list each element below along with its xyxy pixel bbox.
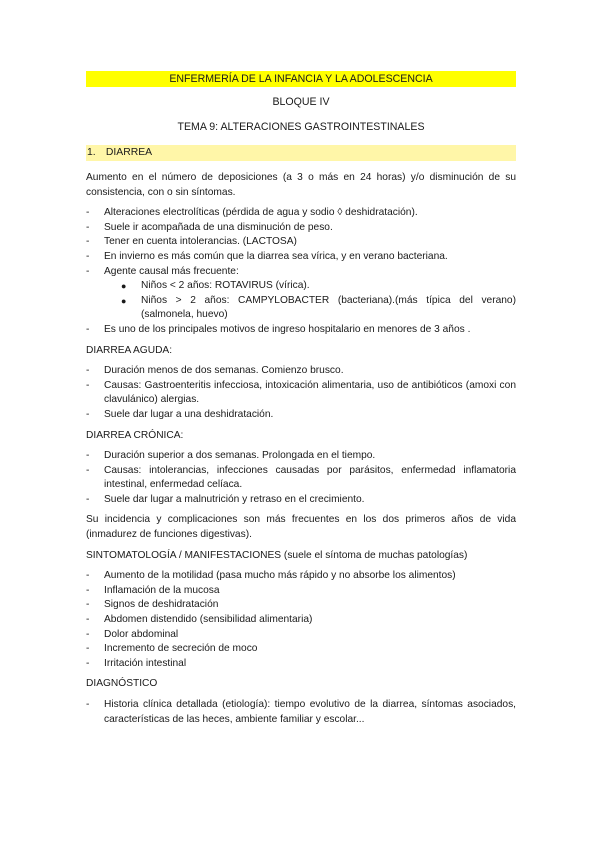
bullet-icon: ● [121,281,127,292]
list-item: - Abdomen distendido (sensibilidad alimentaria) [86,613,516,628]
list-item: - Aumento de la motilidad (pasa mucho más rápido y no absorbe los alimentos) [86,569,516,584]
acute-list [86,364,516,422]
dash-marker: - [86,450,90,462]
topic-title: TEMA 9: ALTERACIONES GASTROINTESTINALES [177,121,425,133]
dash-marker: - [86,379,90,391]
dash-marker: - [86,207,90,219]
dash-marker: - [86,699,90,710]
dash-marker: - [86,464,90,476]
section-title: DIARREA [105,147,153,158]
list-item: - Incremento de secreción de moco [86,642,516,657]
dash-marker: - [86,323,90,335]
bullet-item: ● Niños > 2 años: CAMPYLOBACTER (bacteriana).(más típica del verano) (salmonela, huevo) [121,294,516,321]
list-item: - Duración superior a dos semanas. Prolongada en el tiempo. [86,449,516,464]
dash-marker: - [86,570,90,582]
chronic-list [86,449,516,507]
list-item: - Es uno de los principales motivos de ingreso hospitalario en menores de 3 años . [86,323,516,338]
dash-marker: - [86,614,90,626]
list-item: - Suele dar lugar a malnutrición y retraso en el crecimiento. [86,493,516,508]
dash-marker: - [86,265,90,277]
list-item: - Alteraciones electrolíticas (pérdida de agua y sodio ◊ deshidratación). [86,206,516,221]
dash-marker: - [86,599,90,611]
diagnosis-list [86,698,516,727]
dash-marker: - [86,365,90,377]
list-item: - Irritación intestinal [86,657,516,672]
dash-marker: - [86,250,90,262]
block-label: BLOQUE IV [272,96,330,108]
diagnosis-heading: DIAGNÓSTICO [86,678,158,690]
document-title: ENFERMERÍA DE LA INFANCIA Y LA ADOLESCENCIA [86,71,516,87]
list-item: - Duración menos de dos semanas. Comienzo brusco. [86,364,516,379]
dash-marker: - [86,221,90,233]
section-number: 1. [87,147,96,158]
list-item: - Tener en cuenta intolerancias. (LACTOSA) [86,235,516,250]
list-item: - Dolor abdominal [86,628,516,643]
dash-marker: - [86,628,90,640]
dash-marker: - [86,408,90,420]
diarrea-definition: Aumento en el número de deposiciones (a 3 o más en 24 horas) y/o disminución de su consistencia, con o sin síntomas. [86,172,516,198]
list-item: - En invierno es más común que la diarrea sea vírica, y en verano bacteriana. [86,250,516,265]
bullet-icon: ● [121,295,127,306]
causal-agents-list [104,279,516,323]
list-item: - Suele dar lugar a una deshidratación. [86,408,516,423]
dash-marker: - [86,584,90,596]
list-item: - Signos de deshidratación [86,598,516,613]
incidence-note: Su incidencia y complicaciones son más frecuentes en los dos primeros años de vida (inmadurez de funciones digestivas). [86,514,516,541]
dash-marker: - [86,657,90,669]
section-heading-diarrea [86,145,516,161]
dash-marker: - [86,493,90,505]
symptoms-list [86,569,516,671]
acute-heading: DIARREA AGUDA: [86,344,173,356]
list-item: - Agente causal más frecuente: ● Niños < 2 años: ROTAVIRUS (vírica). ● Niños > 2 años: CAMPYLOBACTER (bacteriana).(más típica del verano) (salmonela, huevo) [86,265,516,323]
list-item: - Causas: intolerancias, infecciones causadas por parásitos, enfermedad inflamatoria intestinal, enfermedad celíaca. [86,464,516,491]
bullet-item: ● Niños < 2 años: ROTAVIRUS (vírica). [121,279,516,294]
chronic-heading: DIARREA CRÓNICA: [86,429,184,441]
list-item: - Suele ir acompañada de una disminución de peso. [86,221,516,236]
list-item: - Inflamación de la mucosa [86,584,516,599]
list-item: - Causas: Gastroenteritis infecciosa, intoxicación alimentaria, uso de antibióticos (amoxi con clavulánico) alergias. [86,379,516,406]
dash-marker: - [86,236,90,248]
page-content [86,71,516,733]
list-item: - Historia clínica detallada (etiología): tiempo evolutivo de la diarrea, síntomas asociados, características de las heces, ambiente familiar y escolar... [86,699,516,725]
diarrea-list [86,206,516,337]
symptoms-heading: SINTOMATOLOGÍA / MANIFESTACIONES (suele el síntoma de muchas patologías) [86,549,468,561]
dash-marker: - [86,643,90,655]
